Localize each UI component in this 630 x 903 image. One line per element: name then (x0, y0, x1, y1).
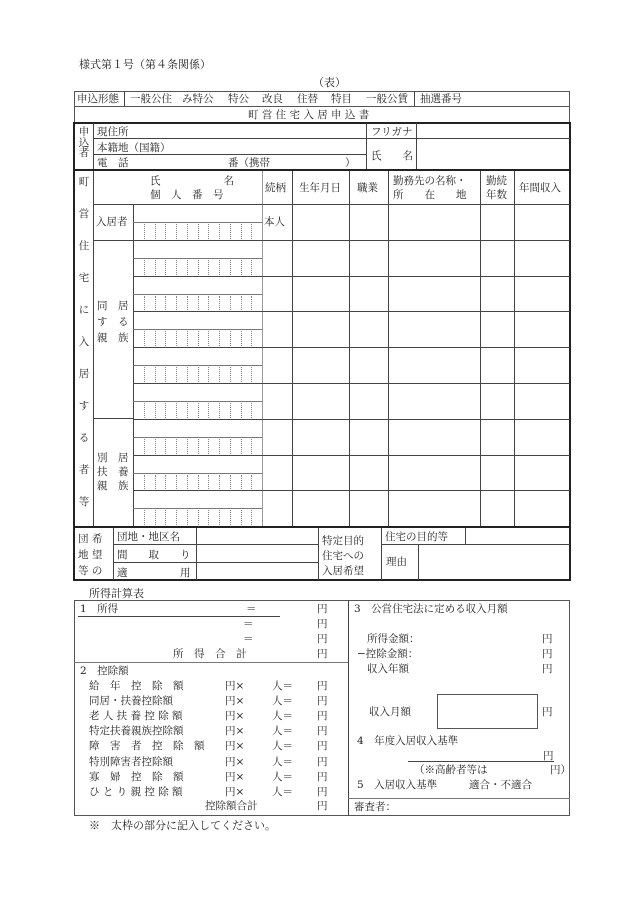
monthly-income-field[interactable] (437, 694, 538, 729)
deduction-yen: 円 (317, 710, 328, 723)
deduction-yen-times: 円× (225, 680, 245, 692)
deduction-total-label: 控除額合計 (205, 800, 258, 812)
side-label: （表） (313, 76, 346, 89)
deduction-yen: 円 (317, 725, 328, 738)
applicant-section-label: 申 込 者 (78, 126, 90, 159)
member-occupation-field[interactable] (350, 420, 387, 454)
member-tenure-field[interactable] (481, 277, 513, 311)
member-income-field[interactable] (515, 241, 569, 275)
deduction-amount-field[interactable] (295, 710, 315, 722)
divider (78, 616, 280, 617)
member-tenure-field[interactable] (481, 241, 513, 275)
deduction-unit-field[interactable] (196, 710, 224, 722)
divider (366, 123, 367, 170)
member-birthdate-field[interactable] (293, 241, 348, 275)
purpose-label: 住宅の目的等 (385, 531, 448, 543)
divider (74, 169, 570, 171)
group-cohabiting-label: 同 居 す る 親 族 (97, 300, 129, 344)
income-total-label: 所 得 合 計 (173, 648, 247, 660)
divider (366, 138, 570, 139)
member-name-field[interactable] (135, 312, 261, 328)
furigana-label: フリガナ (371, 126, 413, 138)
divider (93, 240, 133, 241)
deduction-item-label: 老 人 扶 養 控 除 額 (89, 710, 183, 723)
member-income-field[interactable] (515, 312, 569, 346)
reason-label: 理由 (386, 556, 407, 568)
domicile-field[interactable] (175, 140, 364, 153)
deduction-item-label: 給 年 控 除 額 (89, 680, 184, 692)
deduction-item-label: 寡 婦 控 除 額 (89, 770, 184, 783)
member-relation-field[interactable] (263, 348, 291, 382)
member-occupation-field[interactable] (350, 241, 387, 275)
deduction-item-label: 特別障害者控除額 (89, 755, 173, 768)
member-tenure-field[interactable] (481, 456, 513, 490)
member-tenure-field[interactable] (481, 348, 513, 382)
address-field[interactable] (130, 124, 364, 137)
member-workplace-field[interactable] (389, 384, 479, 418)
divider (93, 154, 366, 155)
member-occupation-field[interactable] (350, 312, 387, 346)
member-id-number-field[interactable] (135, 438, 261, 454)
divider (465, 528, 466, 544)
elderly-standard-field[interactable] (496, 764, 540, 776)
relation-self: 本人 (264, 216, 285, 228)
reviewer-field[interactable] (400, 800, 568, 814)
member-id-number-field[interactable] (135, 402, 261, 418)
eligibility-options[interactable]: 適合・不適合 (469, 779, 532, 791)
deduction-yen: 円 (317, 785, 328, 798)
name-label: 氏 名 (371, 150, 413, 162)
member-relation-field[interactable] (263, 456, 291, 490)
address-label: 現住所 (97, 126, 129, 138)
divider (74, 662, 348, 663)
purpose-field[interactable] (467, 529, 569, 543)
divider (318, 528, 319, 580)
header-occupation: 職業 (357, 182, 378, 194)
deduction-count-field[interactable] (250, 710, 270, 722)
deduction-unit-field[interactable] (196, 786, 224, 798)
floor-plan-label: 間 取 り (117, 549, 191, 561)
option-kairyo[interactable]: 改良 (262, 93, 283, 105)
member-tenure-field[interactable] (481, 384, 513, 418)
remarks-field[interactable] (198, 564, 316, 579)
income-calc-title: 所得計算表 (89, 587, 144, 600)
lottery-number-label: 抽選番号 (420, 93, 462, 105)
member-birthdate-field[interactable] (293, 456, 348, 490)
member-id-number-field[interactable] (135, 330, 261, 346)
member-id-number-field[interactable] (135, 474, 261, 490)
option-mitokko[interactable]: み特公 (182, 93, 214, 105)
deduction-count-field[interactable] (250, 740, 270, 752)
member-relation-field[interactable] (263, 420, 291, 454)
preference-section-label: 団 希 地 望 等 の (78, 533, 103, 577)
member-occupation-field[interactable] (350, 277, 387, 311)
divider (93, 123, 94, 170)
income-amount-2-field[interactable] (262, 618, 314, 630)
member-relation-field[interactable] (263, 277, 291, 311)
deduction-amount-field[interactable] (295, 725, 315, 737)
income-total-yen: 円 (317, 648, 328, 660)
member-relation-field[interactable] (263, 384, 291, 418)
form-title: 町 営 住 宅 入 居 申 込 書 (248, 109, 370, 121)
section1-yen-2: 円 (317, 618, 328, 630)
residents-section-label: 町 営 住 宅 に 入 居 す る 者 等 (78, 176, 90, 508)
deduction-yen: 円 (317, 770, 328, 783)
income-amount-label: 所得金額： (367, 633, 420, 645)
member-occupation-field[interactable] (350, 384, 387, 418)
deduction-yen-times: 円× (225, 785, 245, 798)
annual-income-field[interactable] (430, 662, 538, 674)
member-birthdate-field[interactable] (293, 205, 348, 239)
header-workplace-address: 所 在 地 (393, 189, 467, 201)
member-birthdate-field[interactable] (293, 384, 348, 418)
divider (418, 544, 419, 580)
income-amount-yen: 円 (542, 633, 553, 645)
member-tenure-field[interactable] (481, 312, 513, 346)
header-tenure-years: 年数 (486, 189, 507, 201)
deduction-people-eq: 人＝ (272, 785, 293, 798)
member-name-field[interactable] (135, 241, 261, 257)
member-workplace-field[interactable] (389, 420, 479, 454)
deduction-count-field[interactable] (250, 756, 270, 768)
deduction-count-field[interactable] (250, 771, 270, 783)
mobile-label: 番（携帯 (228, 157, 270, 169)
deduction-count-field[interactable] (250, 695, 270, 707)
deduction-count-field[interactable] (250, 786, 270, 798)
member-workplace-field[interactable] (389, 456, 479, 490)
mobile-field[interactable] (275, 156, 340, 169)
mobile-close-paren: ） (345, 157, 356, 169)
deduction-yen-times: 円× (225, 695, 245, 708)
member-income-field[interactable] (515, 491, 569, 525)
section1-label: 1 所得 (80, 603, 119, 615)
special-purpose-label: 特定目的 住宅への 入居希望 (322, 535, 364, 577)
member-income-field[interactable] (515, 420, 569, 454)
reviewer-label: 審査者： (354, 801, 396, 813)
member-workplace-field[interactable] (389, 348, 479, 382)
member-tenure-field[interactable] (481, 420, 513, 454)
deduction-unit-field[interactable] (196, 771, 224, 783)
option-sumikae[interactable]: 住替 (297, 93, 318, 105)
deduction-yen-times: 円× (225, 725, 245, 738)
member-income-field[interactable] (515, 205, 569, 239)
member-id-number-field[interactable] (135, 509, 261, 525)
deduction-people-eq: 人＝ (272, 740, 293, 753)
member-id-number-field[interactable] (135, 366, 261, 382)
deduction-yen-times: 円× (225, 755, 245, 768)
header-workplace: 勤務先の名称・ (393, 175, 467, 187)
deduction-count-field[interactable] (250, 725, 270, 737)
annual-income-label: 収入年額 (367, 663, 409, 675)
member-income-field[interactable] (515, 456, 569, 490)
income-total-field[interactable] (262, 648, 314, 660)
member-name-field[interactable] (135, 420, 261, 436)
member-birthdate-field[interactable] (293, 312, 348, 346)
deduction-yen: 円 (317, 740, 328, 753)
elderly-note-close: 円） (550, 764, 571, 776)
form-number: 様式第１号（第４条関係） (79, 58, 211, 71)
divider (113, 544, 318, 545)
divider (113, 562, 318, 563)
member-workplace-field[interactable] (389, 277, 479, 311)
deduction-amount-label: −控除金額： (357, 648, 419, 660)
member-id-number-field[interactable] (135, 259, 261, 275)
member-tenure-field[interactable] (481, 205, 513, 239)
member-relation-field[interactable] (263, 491, 291, 525)
member-income-field[interactable] (515, 348, 569, 382)
furigana-field[interactable] (418, 124, 568, 137)
group-dependent-label: 別 居 扶 養 親 族 (97, 452, 129, 492)
name-field[interactable] (418, 140, 568, 169)
deduction-unit-field[interactable] (196, 725, 224, 737)
section1-yen-1: 円 (317, 603, 328, 615)
divider (348, 798, 570, 799)
member-birthdate-field[interactable] (293, 348, 348, 382)
floor-plan-field[interactable] (198, 546, 316, 561)
divider (74, 526, 570, 528)
member-birthdate-field[interactable] (293, 277, 348, 311)
elderly-note-open: （※高齢者等は (414, 764, 488, 776)
deduction-unit-field[interactable] (196, 740, 224, 752)
deduction-yen-times: 円× (225, 740, 245, 753)
deduction-amount-field[interactable] (295, 740, 315, 752)
section4-label: 4 年度入居収入基準 (357, 735, 459, 747)
deduction-yen-times: 円× (225, 710, 245, 723)
deduction-people-eq: 人＝ (272, 725, 293, 738)
income-source-1-field[interactable] (130, 603, 240, 615)
divider (93, 138, 366, 139)
deduction-item-label: 同居・扶養控除額 (89, 695, 173, 708)
deduction-yen: 円 (317, 755, 328, 768)
header-birthdate: 生年月日 (299, 182, 341, 194)
member-occupation-field[interactable] (350, 491, 387, 525)
deduction-amount-field[interactable] (295, 756, 315, 768)
member-name-field[interactable] (135, 348, 261, 364)
reason-field[interactable] (420, 546, 569, 579)
option-general-public[interactable]: 一般公住 (130, 93, 172, 105)
deduction-item-label: ひ と り 親 控 除 額 (89, 785, 183, 798)
application-type-label: 申込形態 (77, 93, 119, 105)
group-applicant-label: 入居者 (96, 216, 128, 228)
member-id-number-field[interactable] (135, 295, 261, 311)
phone-field[interactable] (130, 156, 225, 169)
member-name-field[interactable] (135, 277, 261, 293)
phone-label: 電 話 (97, 157, 129, 169)
member-relation-field[interactable] (263, 312, 291, 346)
deduction-people-eq: 人＝ (272, 755, 293, 768)
section1-eq-3: ＝ (243, 633, 254, 645)
deduction-unit-field[interactable] (196, 680, 224, 692)
member-workplace-field[interactable] (389, 205, 479, 239)
deduction-amount-field[interactable] (430, 647, 538, 659)
section1-yen-3: 円 (317, 633, 328, 645)
section1-eq-2: ＝ (243, 618, 254, 630)
section1-eq-1: ＝ (246, 603, 257, 615)
deduction-yen: 円 (317, 695, 328, 708)
income-amount-3-field[interactable] (262, 633, 314, 645)
member-birthdate-field[interactable] (293, 420, 348, 454)
domicile-label: 本籍地（国籍） (97, 142, 171, 154)
remarks-label: 適 用 (117, 567, 191, 579)
divider (196, 528, 197, 580)
section3-label: 3 公営住宅法に定める収入月額 (354, 603, 508, 615)
deduction-total-field[interactable] (262, 800, 314, 812)
member-occupation-field[interactable] (350, 205, 387, 239)
member-tenure-field[interactable] (481, 491, 513, 525)
header-relation: 続柄 (265, 182, 286, 194)
deduction-unit-field[interactable] (196, 756, 224, 768)
section5-label: 5 入居収入基準 (357, 779, 438, 791)
deduction-unit-field[interactable] (196, 695, 224, 707)
deduction-yen-times: 円× (225, 770, 245, 783)
deduction-count-field[interactable] (250, 680, 270, 692)
annual-income-yen: 円 (542, 663, 553, 675)
divider (124, 91, 125, 107)
deduction-total-yen: 円 (317, 800, 328, 812)
option-general-rental[interactable]: 一般公賃 (366, 93, 408, 105)
header-annual-income: 年間収入 (519, 182, 561, 194)
divider (381, 528, 382, 580)
divider (416, 123, 417, 170)
divider (113, 528, 114, 580)
complex-name-field[interactable] (198, 529, 316, 543)
deduction-amount-field[interactable] (295, 680, 315, 692)
divider (414, 91, 415, 107)
deduction-amount-field[interactable] (295, 786, 315, 798)
member-occupation-field[interactable] (350, 456, 387, 490)
deduction-amount-field[interactable] (295, 771, 315, 783)
member-workplace-field[interactable] (389, 491, 479, 525)
divider (348, 600, 349, 816)
member-relation-field[interactable] (263, 241, 291, 275)
member-income-field[interactable] (515, 384, 569, 418)
lottery-number-field[interactable] (470, 92, 569, 106)
member-income-field[interactable] (515, 277, 569, 311)
member-name-field[interactable] (135, 491, 261, 507)
header-name: 氏 名 (150, 175, 234, 187)
option-tokko[interactable]: 特公 (228, 93, 249, 105)
complex-name-label: 団地・地区名 (117, 531, 180, 543)
member-id-number-field[interactable] (135, 223, 261, 239)
income-amount-field[interactable] (430, 632, 538, 644)
deduction-amount-yen: 円 (542, 648, 553, 660)
member-name-field[interactable] (135, 205, 261, 221)
divider (408, 761, 554, 762)
member-occupation-field[interactable] (350, 348, 387, 382)
deduction-amount-field[interactable] (295, 695, 315, 707)
member-name-field[interactable] (135, 456, 261, 472)
monthly-income-label: 収入月額 (369, 706, 411, 718)
deduction-people-eq: 人＝ (272, 710, 293, 723)
option-tokumoku[interactable]: 特目 (331, 93, 352, 105)
deduction-yen: 円 (317, 680, 328, 692)
deduction-item-label: 特定扶養親族控除額 (89, 725, 184, 738)
monthly-income-yen: 円 (542, 706, 553, 718)
section4-yen: 円 (543, 750, 554, 762)
header-tenure: 勤続 (486, 175, 507, 187)
deduction-people-eq: 人＝ (272, 695, 293, 708)
header-id-number: 個 人 番 号 (150, 189, 224, 201)
deduction-people-eq: 人＝ (272, 680, 293, 692)
member-birthdate-field[interactable] (293, 491, 348, 525)
deduction-item-label: 障 害 者 控 除 額 (89, 740, 205, 753)
deduction-people-eq: 人＝ (272, 770, 293, 783)
divider (93, 171, 94, 526)
member-workplace-field[interactable] (389, 241, 479, 275)
footnote: ※ 太枠の部分に記入してください。 (89, 819, 276, 832)
income-standard-field[interactable] (410, 749, 540, 761)
member-workplace-field[interactable] (389, 312, 479, 346)
member-name-field[interactable] (135, 384, 261, 400)
income-amount-1-field[interactable] (262, 603, 314, 615)
section2-label: 2 控除額 (80, 665, 129, 677)
divider (93, 418, 133, 419)
divider (381, 544, 570, 545)
